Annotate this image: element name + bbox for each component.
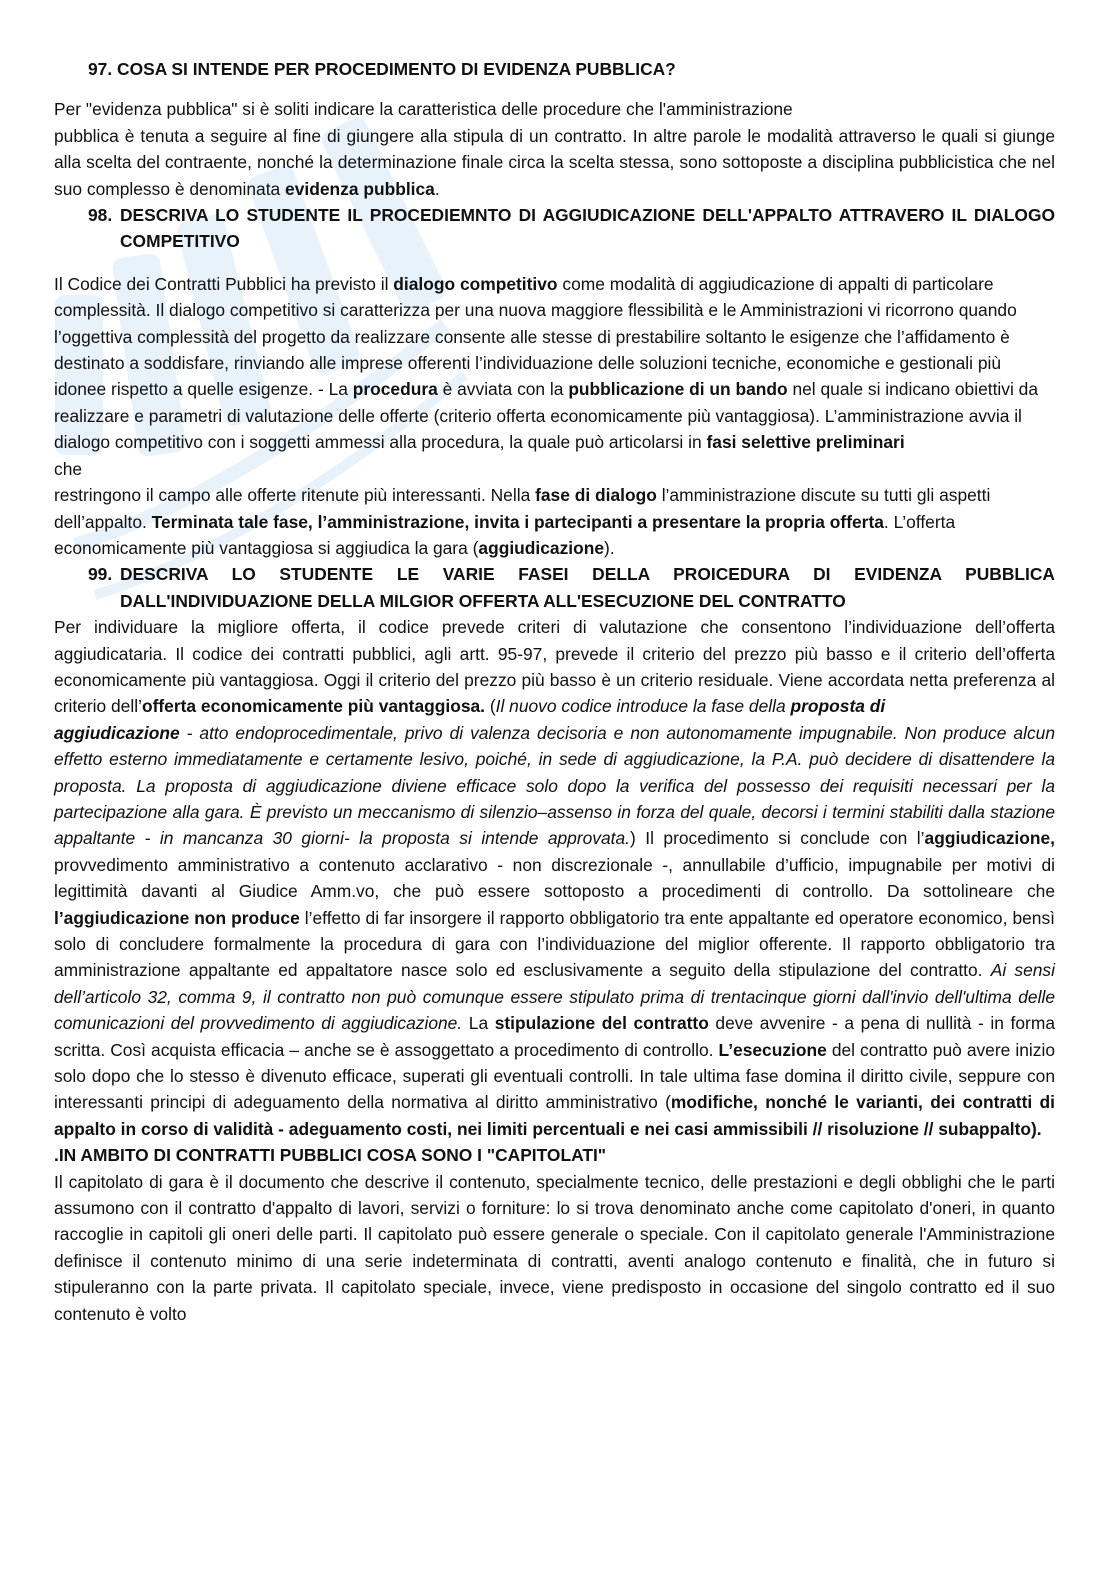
q98-t05: è avviata con la: [437, 379, 569, 400]
q98-paragraph: [54, 271, 1055, 561]
q99-heading-text: DESCRIVA LO STUDENTE LE VARIE FASEI DELLA PROICEDURA DI EVIDENZA PUBBLICA DALL'INDIVIDUAZIONE DELLA MILGIOR OFFERTA ALL'ESECUZIONE DEL CONTRATTO: [120, 564, 1055, 611]
q97-text-c: .: [434, 178, 440, 199]
q98-heading: [54, 202, 1055, 255]
q98-t09: che: [54, 458, 83, 479]
q98-t14: . L’offerta economicamente più vantaggiosa si aggiudica la gara (: [54, 511, 956, 558]
q97-bold: evidenza pubblica: [285, 178, 435, 199]
q98-t16: ).: [604, 537, 615, 558]
q97-text-a: pubblica è tenuta a seguire al fine di giungere alla stipula di un contratto. In altre parole le modalità attraverso le quali si giunge alla scelta del contraente, nonché la determinazione finale circa la scelta stessa, sono sottoposte a disciplina pubblicistica che nel suo complesso è denominata: [54, 125, 1055, 199]
q97-paragraph: [54, 123, 1055, 202]
q99-t18: del contratto può avere inizio solo dopo che lo stesso è divenuto efficace, superati gli eventuali controlli. In tale ultima fase domina il diritto civile, seppure con interessanti principi di adeguamento della normativa al diritto amministrativo (: [54, 1039, 1055, 1113]
q99-heading: [54, 561, 1055, 614]
q99-b15: stipulazione del contratto: [494, 1013, 709, 1034]
q99-i04: Il nuovo codice introduce la fase della: [495, 696, 791, 717]
q98-b08: fasi selettive preliminari: [706, 432, 905, 453]
q100-heading: .IN AMBITO DI CONTRATTI PUBBLICI COSA SONO I "CAPITOLATI": [54, 1145, 607, 1166]
q98-heading-text: DESCRIVA LO STUDENTE IL PROCEDIEMNTO DI AGGIUDICAZIONE DELL'APPALTO ATTRAVERO IL DIALOGO COMPETITIVO: [120, 205, 1055, 252]
q98-b06: pubblicazione di un bando: [568, 379, 788, 400]
q98-b11: fase di dialogo: [535, 485, 657, 506]
q98-b02: dialogo competitivo: [393, 273, 558, 294]
q99-paragraph: [54, 614, 1055, 1142]
q99-b17: L’esecuzione: [718, 1039, 827, 1060]
q99-t16: deve avvenire - a pena di nullità - in forma scritta. Così acquista efficacia – anche se è assoggettato a procedimento di controllo.: [54, 1013, 1055, 1060]
q99-bi06: aggiudicazione: [54, 722, 180, 743]
q99-i13: Ai sensi dell’articolo 32, comma 9, il contratto non può comunque essere stipulato prima di trentacinque giorni dall'invio dell'ultima delle comunicazioni del provvedimento di aggiudicazione.: [54, 960, 1055, 1034]
document-body: [54, 56, 1055, 1327]
q99-t03: (: [485, 696, 496, 717]
q98-b04: procedura: [352, 379, 438, 400]
q99-t12: l’effetto di far insorgere il rapporto obbligatorio tra ente appaltante ed operatore economico, bensì solo di concludere formalmente la procedura di gara con l’individuazione del miglior offerente. Il rapporto obbligatorio tra amministrazione appaltante ed appaltatore nasce solo ed esclusivamente a seguito della stipulazione del contratto.: [54, 907, 1055, 981]
q99-t10: provvedimento amministrativo a contenuto acclarativo - non discrezionale -, annullabile d’ufficio, impugnabile per motivi di legittimità davanti al Giudice Amm.vo, che può essere sottoposto a procedimenti di controllo. Da sottolineare che: [54, 854, 1055, 902]
q98-t01: Il Codice dei Contratti Pubblici ha previsto il: [54, 273, 394, 294]
q97-line1: Per "evidenza pubblica" si è soliti indicare la caratteristica delle procedure che l'amministrazione: [54, 99, 793, 120]
q98-t03: come modalità di aggiudicazione di appalti di particolare complessità. Il dialogo competitivo si caratterizza per una nuova maggiore flessibilità e le Amministrazioni vi ricorrono quando l’oggettiva complessità del progetto da realizzare consente alle stesse di prestabilire soltanto le esigenze che l’affidamento è destinato a soddisfare, rinviando alle imprese offerenti l’individuazione delle soluzioni tecniche, economiche e gestionali più idonee rispetto a quelle esigenze. - La: [54, 273, 1017, 400]
q98-t10: restringono il campo alle offerte ritenute più interessanti. Nella: [54, 485, 536, 506]
q99-number: 99.: [88, 564, 113, 585]
q100-paragraph: Il capitolato di gara è il documento che descrive il contenuto, specialmente tecnico, delle prestazioni e degli obblighi che le parti assumono con il contratto d'appalto di lavori, servizi o forniture: lo si trova denominato anche come capitolato d'oneri, in quanto raccoglie in capitoli gli oneri delle parti. Il capitolato può essere generale o speciale. Con il capitolato generale l'Amministrazione definisce il contenuto minimo di una serie indeterminata di contratti, aventi analogo contenuto e finalità, che in futuro si stipuleranno con la parte privata. Il capitolato speciale, invece, viene predisposto in occasione del singolo contratto ed il suo contenuto è volto: [54, 1171, 1055, 1324]
q99-t01: Per individuare la migliore offerta, il codice prevede criteri di valutazione che consentono l’individuazione dell’offerta aggiudicataria. Il codice dei contratti pubblici, agli artt. 95-97, prevede il criterio del prezzo più basso e il criterio dell’offerta economicamente più vantaggiosa. Oggi il criterio del prezzo più basso è un criterio residuale. Viene accordata netta preferenza al criterio dell’: [54, 617, 1055, 717]
q99-b09: aggiudicazione,: [924, 828, 1055, 849]
q99-b11: l’aggiudicazione non produce: [54, 907, 300, 928]
q97-heading: 97. COSA SI INTENDE PER PROCEDIMENTO DI EVIDENZA PUBBLICA?: [88, 59, 676, 79]
q98-number: 98.: [88, 205, 113, 226]
q98-t07: nel quale si indicano obiettivi da realizzare e parametri di valutazione delle offerte (criterio offerta economicamente più vantaggiosa). L’amministrazione avvia il dialogo competitivo con i soggetti ammessi alla procedura, la quale può articolarsi in: [54, 379, 1039, 453]
q99-t14: La: [462, 1013, 495, 1034]
q99-t08: ) Il procedimento si conclude con l’: [630, 828, 925, 849]
q98-b15: aggiudicazione: [478, 537, 605, 558]
q98-b13: Terminata tale fase, l’amministrazione, invita i partecipanti a presentare la propria offerta: [151, 511, 884, 532]
q98-t12: l’amministrazione discute su tutti gli aspetti dell’appalto.: [54, 485, 991, 532]
q99-b02: offerta economicamente più vantaggiosa.: [141, 696, 486, 717]
q99-i07: - atto endoprocedimentale, privo di valenza decisoria e non autonomamente impugnabile. Non produce alcun effetto esterno immediatamente e certamente lesivo, poiché, in sede di aggiudicazione, la P.A. può decidere di disattendere la proposta. La proposta di aggiudicazione diviene efficace solo dopo la verifica del possesso dei requisiti necessari per la partecipazione alla gara. È previsto un meccanismo di silenzio–assenso in forza del quale, decorsi i termini stabiliti dalla stazione appaltante - in mancanza 30 giorni- la proposta si intende approvata.: [54, 722, 1055, 849]
q99-bi05: proposta di: [790, 696, 886, 717]
q99-b19: modifiche, nonché le varianti, dei contratti di appalto in corso di validità - adeguamento costi, nei limiti percentuali e nei casi ammissibili // risoluzione // subappalto).: [54, 1092, 1055, 1139]
